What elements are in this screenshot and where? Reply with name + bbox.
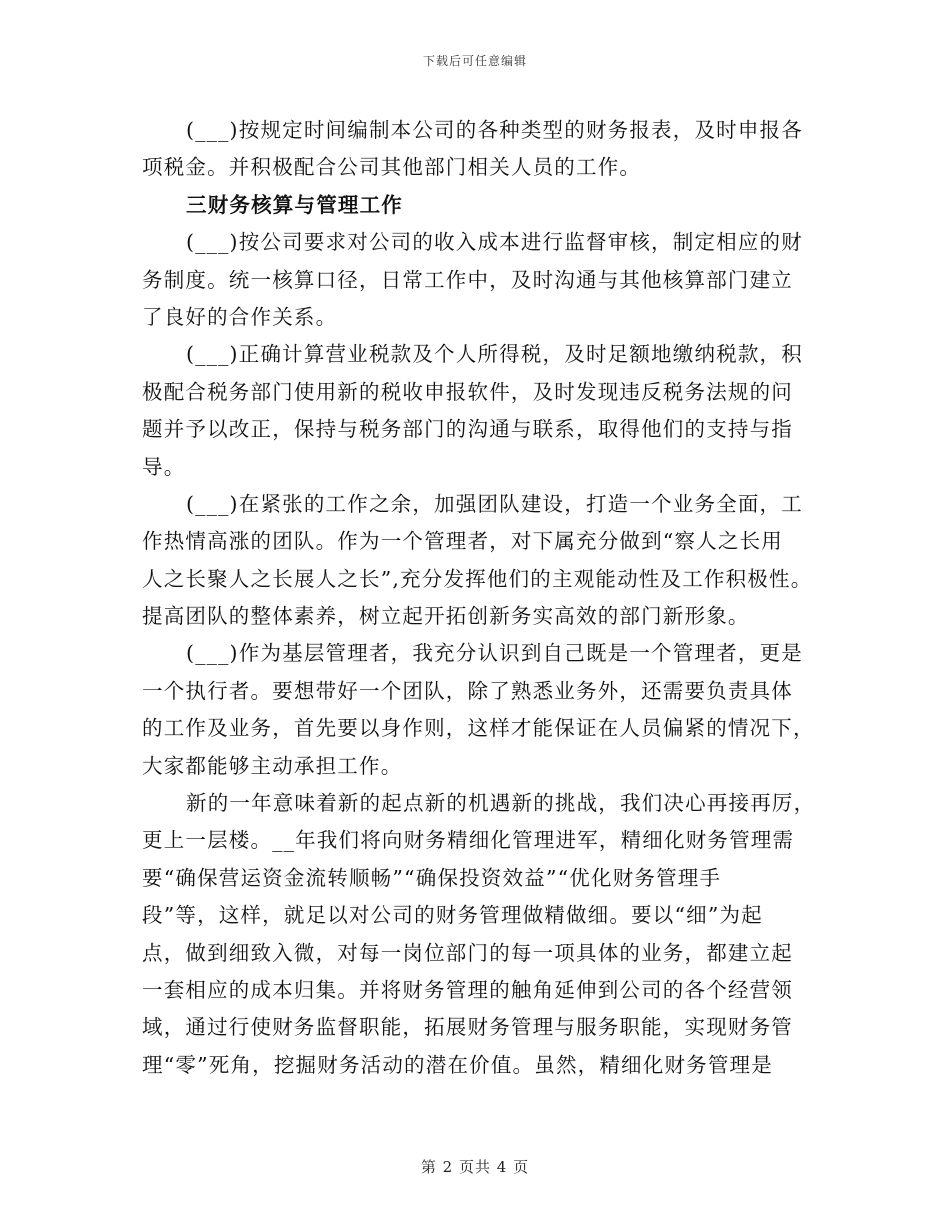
text-line: 理“零”死角，挖掘财务活动的潜在价值。虽然，精细化财务管理是 [142, 1052, 773, 1077]
text-line: 新的一年意味着新的起点新的机遇新的挑战，我们决心再接再厉， [186, 791, 816, 816]
text-line: 点，做到细致入微，对每一岗位部门的每一项具体的业务，都建立起 [142, 940, 793, 965]
text-line: 提高团队的整体素养，树立起开拓创新务实高效的部门新形象。 [142, 604, 750, 629]
text-line: 作热情高涨的团队。作为一个管理者，对下属充分做到“察人之长用 [142, 529, 783, 554]
text-line: 大家都能够主动承担工作。 [142, 753, 403, 778]
text-line: 更上一层楼。__年我们将向财务精细化管理进军，精细化财务管理需 [142, 828, 795, 853]
text-line: (___)作为基层管理者，我充分认识到自己既是一个管理者，更是 [186, 641, 803, 666]
text-line: (___)按规定时间编制本公司的各种类型的财务报表，及时申报各 [186, 118, 803, 142]
text-line: 了良好的合作关系。 [142, 304, 338, 329]
document-body [142, 112, 822, 1084]
text-line: (___)在紧张的工作之余，加强团队建设，打造一个业务全面，工 [186, 491, 803, 516]
text-line: 的工作及业务，首先要以身作则，这样才能保证在人员偏紧的情况下， [142, 716, 815, 741]
section-heading: 三财务核算与管理工作 [186, 192, 403, 217]
text-line: 题并予以改正，保持与税务部门的沟通与联系，取得他们的支持与指 [142, 417, 793, 442]
text-line: 要“确保营运资金流转顺畅”“确保投资效益”“优化财务管理手 [142, 865, 722, 890]
page-header: 下载后可任意编辑 [422, 54, 527, 68]
text-line: (___)按公司要求对公司的收入成本进行监督审核，制定相应的财 [186, 230, 803, 255]
page-number: 第 2 页共 4 页 [420, 1158, 530, 1176]
text-line: 域，通过行使财务监督职能，拓展财务管理与服务职能，实现财务管 [142, 1015, 793, 1040]
text-line: 导。 [142, 454, 186, 479]
text-line: 项税金。并积极配合公司其他部门相关人员的工作。 [142, 155, 642, 180]
text-line: 一个执行者。要想带好一个团队，除了熟悉业务外，还需要负责具体 [142, 678, 793, 703]
text-line: 务制度。统一核算口径，日常工作中，及时沟通与其他核算部门建立 [142, 267, 793, 292]
text-line: 极配合税务部门使用新的税收申报软件，及时发现违反税务法规的问 [142, 379, 793, 404]
text-line: 人之长聚人之长展人之长”,充分发挥他们的主观能动性及工作积极性。 [142, 566, 813, 591]
text-line: (___)正确计算营业税款及个人所得税，及时足额地缴纳税款，积 [186, 342, 803, 367]
text-line: 一套相应的成本归集。并将财务管理的触角延伸到公司的各个经营领 [142, 977, 793, 1002]
text-line: 段”等，这样，就足以对公司的财务管理做精做细。要以“细”为起 [142, 903, 763, 928]
